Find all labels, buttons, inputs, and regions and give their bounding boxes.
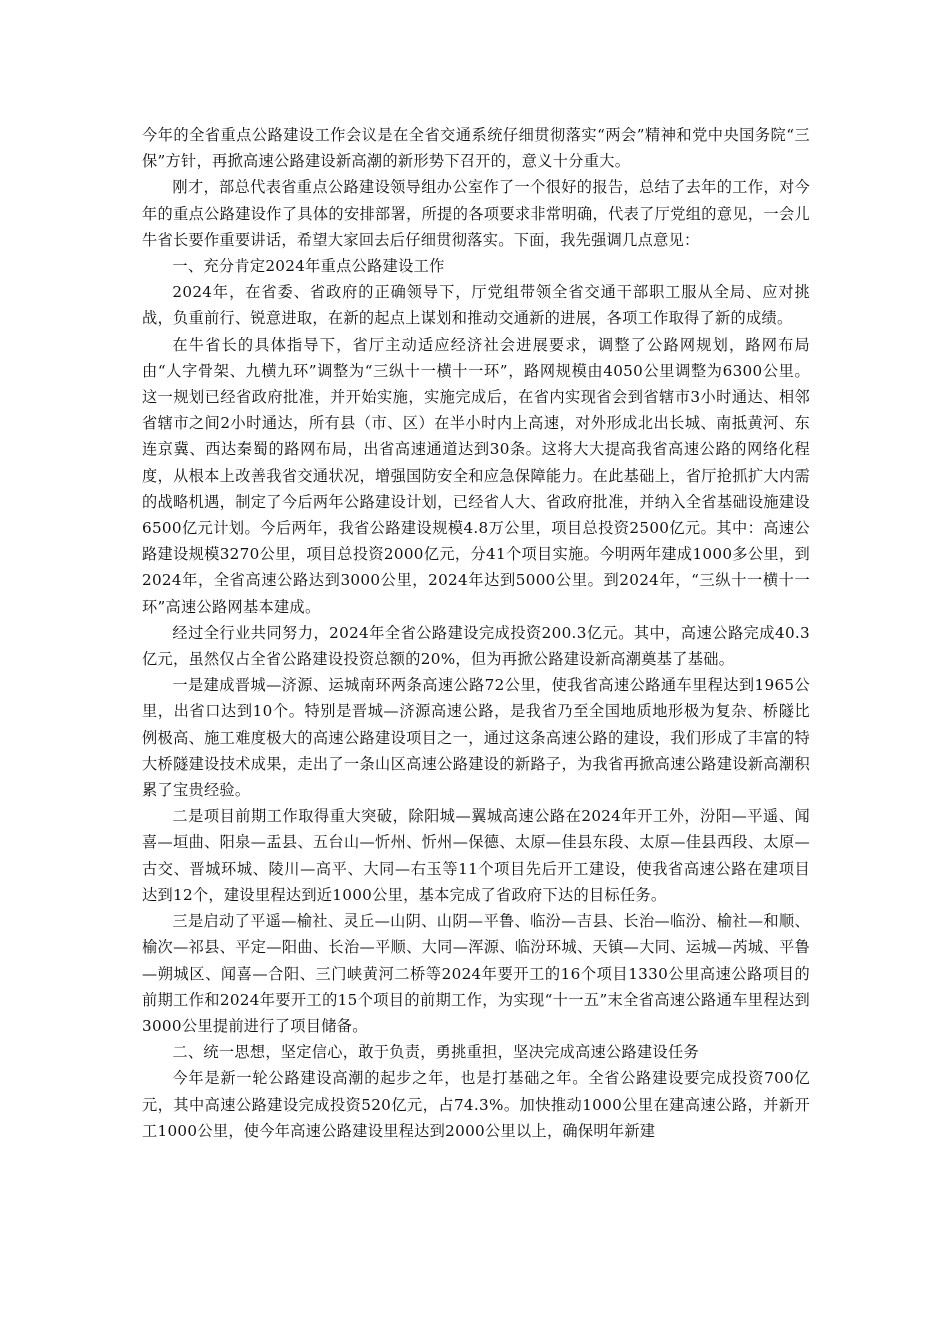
paragraph-7: 二是项目前期工作取得重大突破，除阳城—翼城高速公路在2024年开工外，汾阳—平遥、闻喜—垣曲、阳泉—盂县、五台山—忻州、忻州—保德、太原—佳县东段、太原—佳县西段、太原—古交、晋城环城、陵川—高平、大同—右玉等11个项目先后开工建设，使我省高速公路在建项目达到12个，建设里程达到近1000公里，基本完成了省政府下达的目标任务。: [142, 807, 810, 904]
paragraph-1: 今年的全省重点公路建设工作会议是在全省交通系统仔细贯彻落实“两会”精神和党中央国务院“三保”方针，再掀高速公路建设新高潮的新形势下召开的，意义十分重大。: [142, 126, 810, 171]
section-heading-1: 一、充分肯定2024年重点公路建设工作: [172, 257, 445, 276]
paragraph-4: 在牛省长的具体指导下，省厅主动适应经济社会进展要求，调整了公路网规划，路网布局由“人字骨架、九横九环”调整为“三纵十一横十一环”，路网规模由4050公里调整为6300公里。这一规划已经省政府批准，并开始实施，实施完成后，在省内实现省会到省辖市3小时通达、相邻省辖市之间2小时通达，所有县（市、区）在半小时内上高速，对外形成北出长城、南抵黄河、东连京冀、西达秦蜀的路网布局，出省高速通道达到30条。这将大大提高我省高速公路的网络化程度，从根本上改善我省交通状况，增强国防安全和应急保障能力。在此基础上，省厅抢抓扩大内需的战略机遇，制定了今后两年公路建设计划，已经省人大、省政府批准，并纳入全省基础设施建设6500亿元计划。今后两年，我省公路建设规模4.8万公里，项目总投资2500亿元。其中：高速公路建设规模3270公里，项目总投资2000亿元，分41个项目实施。今明两年建成1000多公里，到2024年，全省高速公路达到3000公里，2024年达到5000公里。到2024年，“三纵十一横十一环”高速公路网基本建成。: [142, 335, 810, 616]
paragraph-9: 今年是新一轮公路建设高潮的起步之年，也是打基础之年。全省公路建设要完成投资700亿元，其中高速公路建设完成投资520亿元，占74.3%。加快推动1000公里在建高速公路，并新开工1000公里，使今年高速公路建设里程达到2000公里以上，确保明年新建: [142, 1069, 810, 1140]
document-body: [142, 122, 810, 1144]
paragraph-5: 经过全行业共同努力，2024年全省公路建设完成投资200.3亿元。其中，高速公路完成40.3亿元，虽然仅占全省公路建设投资总额的20%，但为再掀公路建设新高潮奠基了基础。: [142, 623, 810, 669]
paragraph-8: 三是启动了平遥—榆社、灵丘—山阴、山阴—平鲁、临汾—吉县、长治—临汾、榆社—和顺、榆次—祁县、平定—阳曲、长治—平顺、大同—浑源、临汾环城、天镇—大同、运城—芮城、平鲁—朔城区、闻喜—合阳、三门峡黄河二桥等2024年要开工的16个项目1330公里高速公路项目的前期工作和2024年要开工的15个项目的前期工作，为实现“十一五”末全省高速公路通车里程达到3000公里提前进行了项目储备。: [142, 912, 810, 1035]
paragraph-2: 刚才，部总代表省重点公路建设领导组办公室作了一个很好的报告，总结了去年的工作，对今年的重点公路建设作了具体的安排部署，所提的各项要求非常明确，代表了厅党组的意见，一会儿牛省长要作重要讲话，希望大家回去后仔细贯彻落实。下面，我先强调几点意见：: [142, 178, 810, 249]
section-heading-2: 二、统一思想，坚定信心，敢于负责，勇挑重担，坚决完成高速公路建设任务: [172, 1043, 699, 1062]
paragraph-6: 一是建成晋城—济源、运城南环两条高速公路72公里，使我省高速公路通车里程达到1965公里，出省口达到10个。特别是晋城—济源高速公路，是我省乃至全国地质地形极为复杂、桥隧比例极高、施工难度极大的高速公路建设项目之一，通过这条高速公路的建设，我们形成了丰富的特大桥隧建设技术成果，走出了一条山区高速公路建设的新路子，为我省再掀高速公路建设新高潮积累了宝贵经验。: [142, 676, 810, 800]
paragraph-3: 2024年，在省委、省政府的正确领导下，厅党组带领全省交通干部职工服从全局、应对挑战，负重前行、锐意进取，在新的起点上谋划和推动交通新的进展，各项工作取得了新的成绩。: [142, 283, 810, 328]
